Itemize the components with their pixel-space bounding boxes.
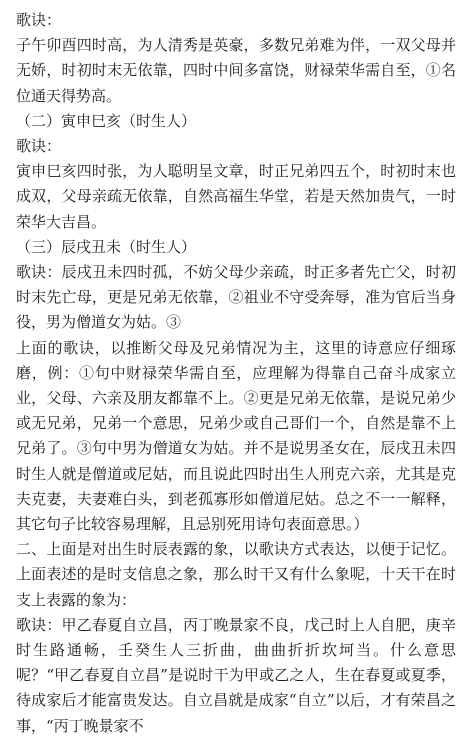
- explanation-paragraph: 上面的歌诀，以推断父母及兄弟情况为主，这里的诗意应仔细琢磨，例：①句中财禄荣华需自至，应理解为得靠自己奋斗成家立业，父母、六亲及朋友都靠不上。②更是兄弟无依靠，是说兄弟少或无兄弟，兄弟一个意思，兄弟少或自己哥们一个，自然是靠不上兄弟了。③句中男为僧道女为姑。并不是说男圣女在，辰戌丑未四时生人就是僧道或尼姑，而且说此四时出生人刑克六亲，尤其是克夫克妻，夫妻难白头，到老孤寡形如僧道尼姑。总之不一一解释，其它句子比较容易理解，且忌别死用诗句表面意思。）: [16, 338, 456, 534]
- section-heading: （三）辰戌丑未（时生人）: [16, 237, 197, 256]
- section-heading: （二）寅申巳亥（时生人）: [16, 111, 197, 130]
- verse-paragraph: 寅申巳亥四时张，为人聪明呈文章，时正兄弟四五个，时初时末也成双，父母亲疏无依靠，自然高福生华堂，若是天然加贵气，一时荣华大吉昌。: [16, 162, 456, 231]
- verse-paragraph: 子午卯酉四时高，为人清秀是英豪，多数兄弟难为伴，一双父母并无娇，时初时末无依靠，四时中间多富饶，财禄荣华需自至，①名位通天得势高。: [16, 36, 456, 105]
- verse-paragraph: 歌诀：甲乙春夏自立昌，丙丁晚景家不良，戊己时上人自肥，庚辛时生路通畅，壬癸生人三折曲，曲曲折折坎坷当。什么意思呢？“甲乙春夏自立昌”是说时干为甲或乙之人，生在春夏或夏季，待成家后才能富贵发达。自立昌就是成家“自立”以后，才有荣昌之事，“丙丁晚景家不: [16, 615, 456, 735]
- verse-paragraph: 歌诀：辰戌丑未四时孤，不妨父母少亲疏，时正多者先亡父，时初时末先亡母，更是兄弟无依靠，②祖业不守受奔辱，准为官后当身役，男为僧道女为姑。③: [16, 263, 456, 332]
- verse-heading: 歌诀：: [16, 137, 62, 156]
- verse-heading: 歌诀：: [16, 11, 62, 29]
- section-paragraph: 二、上面是对出生时辰表露的象，以歌诀方式表达，以便于记忆。上面表述的是时支信息之象，那么时干又有什么象呢，十天干在时支上表露的象为：: [16, 540, 456, 609]
